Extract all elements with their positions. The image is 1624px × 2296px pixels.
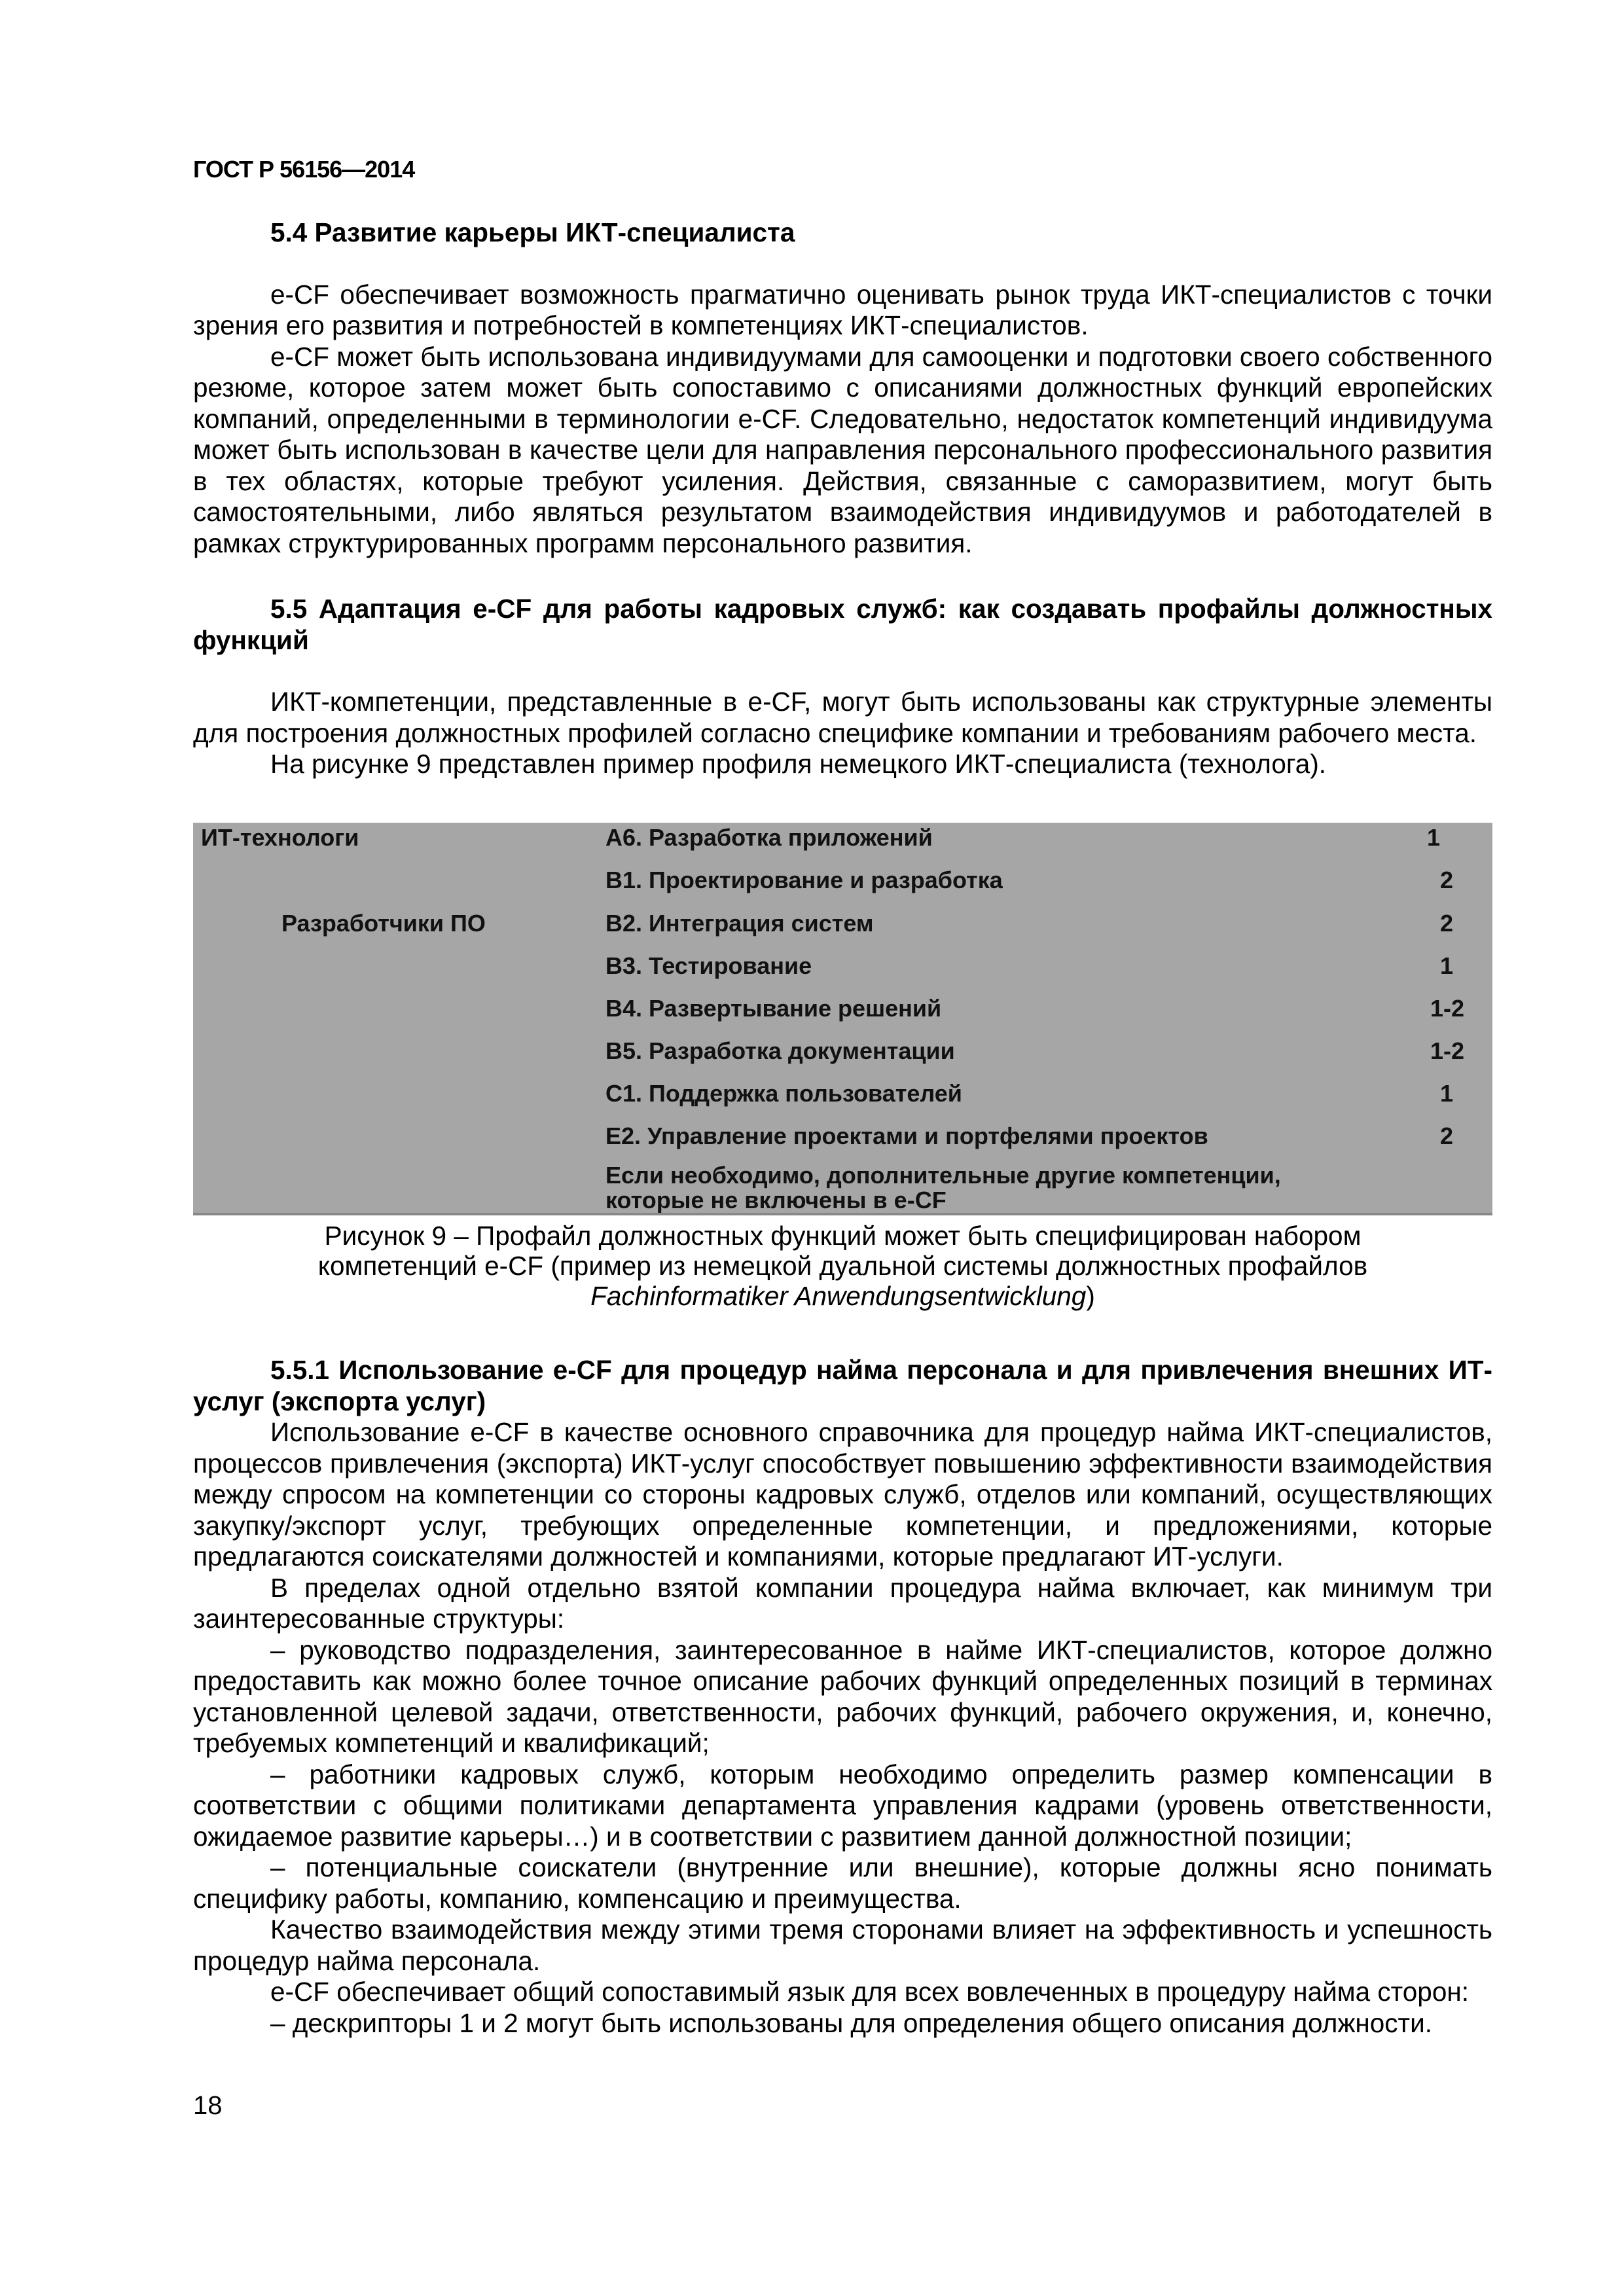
paragraph: На рисунке 9 представлен пример профиля немецкого ИКТ-специалиста (технолога). — [270, 749, 1327, 779]
competence-level: 1-2 — [1430, 1037, 1465, 1064]
competence-level: 1-2 — [1430, 995, 1465, 1022]
competence-level: 1 — [1440, 952, 1454, 979]
list-item: – дескрипторы 1 и 2 могут быть использованы для определения общего описания должности. — [270, 2007, 1432, 2038]
competence-row: В3. Тестирование — [605, 952, 812, 979]
section-title: 5.5 Адаптация e-CF для работы кадровых служб: как создавать профайлы должностных функций — [193, 594, 1492, 655]
competence-row: В4. Развертывание решений — [605, 995, 942, 1022]
competence-row: Е2. Управление проектами и портфелями проектов — [605, 1122, 1208, 1149]
competence-row: А6. Разработка приложений — [605, 824, 933, 851]
competence-level: 1 — [1440, 1080, 1454, 1107]
paragraph: e-CF обеспечивает возможность прагматично оценивать рынок труда ИКТ-специалистов с точки зрения его развития и потребностей в компетенциях ИКТ-специалистов. — [193, 279, 1492, 340]
figure-note: Если необходимо, дополнительные другие компетенции, — [605, 1162, 1281, 1189]
competence-row: В1. Проектирование и разработка — [605, 867, 1003, 893]
paragraph: Использование e-CF в качестве основного справочника для процедур найма ИКТ-специалистов, процессов привлечения (экспорта) ИКТ-услуг способствует повышению эффективности взаимодействия между спросом на компетенции со стороны кадровых служб, отделов или компаний, осуществляющих закупку/экспорт услуг, требующих определенные компетенции, и предложениями, которые предлагаются соискателями должностей и компаниями, которые предлагают ИТ-услуги. — [193, 1417, 1492, 1571]
competence-row: С1. Поддержка пользователей — [605, 1080, 962, 1107]
competence-level: 1 — [1427, 824, 1441, 851]
competence-profile-figure — [193, 823, 1492, 1215]
caption-line: компетенций e-CF (пример из немецкой дуальной системы должностных профайлов — [317, 1251, 1368, 1281]
document-header: ГОСТ Р 56156—2014 — [193, 156, 415, 183]
subgroup-label: Разработчики ПО — [281, 910, 486, 937]
section-5-5-1 — [193, 1355, 1492, 2039]
caption-line: Рисунок 9 – Профайл должностных функций может быть специфицирован набором — [324, 1221, 1362, 1251]
competence-level: 2 — [1440, 910, 1454, 937]
figure-note: которые не включены в e-CF — [605, 1187, 947, 1213]
competence-row: В5. Разработка документации — [605, 1037, 955, 1064]
caption-italic: Fachinformatiker Anwendungsentwicklung — [590, 1281, 1087, 1311]
competence-level: 2 — [1440, 867, 1454, 893]
caption-line — [193, 1281, 1492, 1311]
competence-level: 2 — [1440, 1122, 1454, 1149]
paragraph: e-CF может быть использована индивидуумами для самооценки и подготовки своего собственного резюме, которое затем может быть сопоставимо с описаниями должностных функций европейских компаний, определенными в терминологии e-CF. Следовательно, недостаток компетенций индивидуума может быть использован в качестве цели для направления персонального профессионального развития в тех областях, которые требуют усиления. Действия, связанные с саморазвитием, могут быть самостоятельными, либо являться результатом взаимодействия индивидуумов и работодателей в рамках структурированных программ персонального развития. — [193, 341, 1492, 558]
list-item: – руководство подразделения, заинтересованное в найме ИКТ-специалистов, которое должно предоставить как можно более точное описание рабочих функций определенных позиций в терминах установленной целевой задачи, ответственности, рабочих функций, рабочего окружения, и, конечно, требуемых компетенций и квалификаций; — [193, 1634, 1492, 1758]
list-item: – работники кадровых служб, которым необходимо определить размер компенсации в соответствии с общими политиками департамента управления кадрами (уровень ответственности, ожидаемое развитие карьеры…) и в соответствии с развитием данной должностной позиции; — [193, 1759, 1492, 1852]
page-number: 18 — [193, 2091, 223, 2120]
caption-tail: ) — [1086, 1281, 1095, 1311]
competence-row: В2. Интеграция систем — [605, 910, 874, 937]
paragraph: ИКТ-компетенции, представленные в e-CF, могут быть использованы как структурные элементы для построения должностных профилей согласно специфике компании и требованиям рабочего места. — [193, 687, 1492, 748]
group-label: ИТ-технологи — [201, 824, 359, 851]
paragraph: В пределах одной отдельно взятой компании процедура найма включает, как минимум три заинтересованные структуры: — [193, 1572, 1492, 1634]
list-item: – потенциальные соискатели (внутренние или внешние), которые должны ясно понимать специфику работы, компанию, компенсацию и преимущества. — [193, 1852, 1492, 1914]
section-title: 5.4 Развитие карьеры ИКТ-специалиста — [270, 217, 795, 247]
section-5-4 — [193, 217, 1492, 559]
figure-caption — [193, 1221, 1492, 1311]
section-5-5 — [193, 594, 1492, 780]
paragraph: e-CF обеспечивает общий сопоставимый язык для всех вовлеченных в процедуру найма сторон: — [270, 1977, 1469, 2007]
section-title: 5.5.1 Использование e-CF для процедур найма персонала и для привлечения внешних ИТ-услуг (экспорта услуг) — [193, 1355, 1492, 1416]
paragraph: Качество взаимодействия между этими тремя сторонами влияет на эффективность и успешность процедур найма персонала. — [193, 1914, 1492, 1976]
